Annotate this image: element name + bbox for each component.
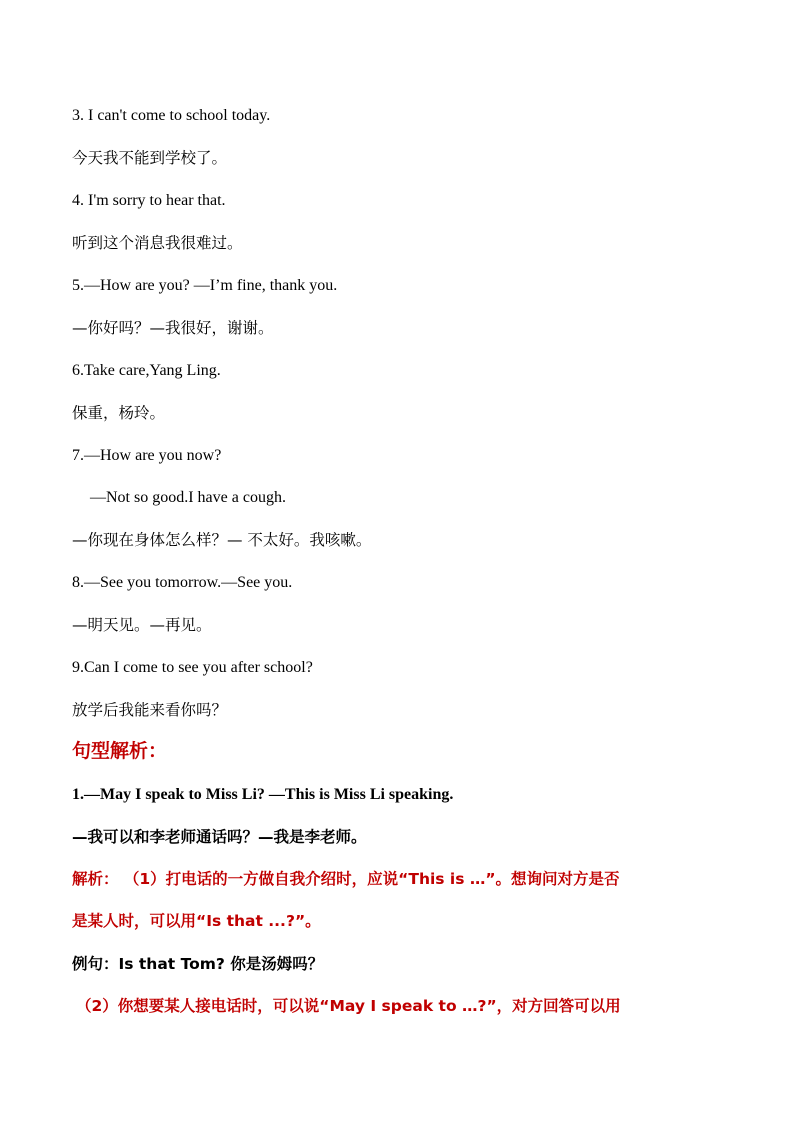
sentence-6-english: 6.Take care,Yang Ling.: [72, 362, 221, 379]
analysis-note-1-line-2: 是某人时，可以用“Is that ...?”。: [72, 912, 321, 930]
sentence-9-english: 9.Can I come to see you after school?: [72, 659, 313, 676]
sentence-5-chinese: —你好吗？—我很好，谢谢。: [72, 319, 274, 337]
section-heading: 句型解析：: [72, 740, 168, 762]
sentence-4-chinese: 听到这个消息我很难过。: [72, 234, 243, 252]
analysis-note-2-line-1: （2）你想要某人接电话时，可以说“May I speak to …?”，对方回答可以用: [76, 997, 621, 1015]
sentence-8-chinese: —明天见。—再见。: [72, 616, 212, 634]
analysis-translation: —我可以和李老师通话吗？—我是李老师。: [72, 828, 367, 846]
sentence-7-chinese: —你现在身体怎么样？— 不太好。我咳嗽。: [72, 531, 372, 549]
sentence-3-chinese: 今天我不能到学校了。: [72, 149, 228, 167]
analysis-note-1-line-1: 解析： （1）打电话的一方做自我介绍时，应说“This is …”。想询问对方是否: [72, 870, 620, 888]
analysis-sentence: 1.—May I speak to Miss Li? —This is Miss Li speaking.: [72, 786, 454, 803]
sentence-7-english-answer: —Not so good.I have a cough.: [90, 489, 286, 506]
sentence-4-english: 4. I'm sorry to hear that.: [72, 192, 226, 209]
analysis-example: 例句：Is that Tom? 你是汤姆吗？: [72, 955, 324, 973]
sentence-6-chinese: 保重，杨玲。: [72, 404, 166, 422]
sentence-7-english-question: 7.—How are you now?: [72, 447, 222, 464]
sentence-9-chinese: 放学后我能来看你吗？: [72, 701, 228, 719]
sentence-8-english: 8.—See you tomorrow.—See you.: [72, 574, 293, 591]
sentence-5-english: 5.—How are you? —I’m fine, thank you.: [72, 277, 338, 294]
sentence-3-english: 3. I can't come to school today.: [72, 107, 271, 124]
